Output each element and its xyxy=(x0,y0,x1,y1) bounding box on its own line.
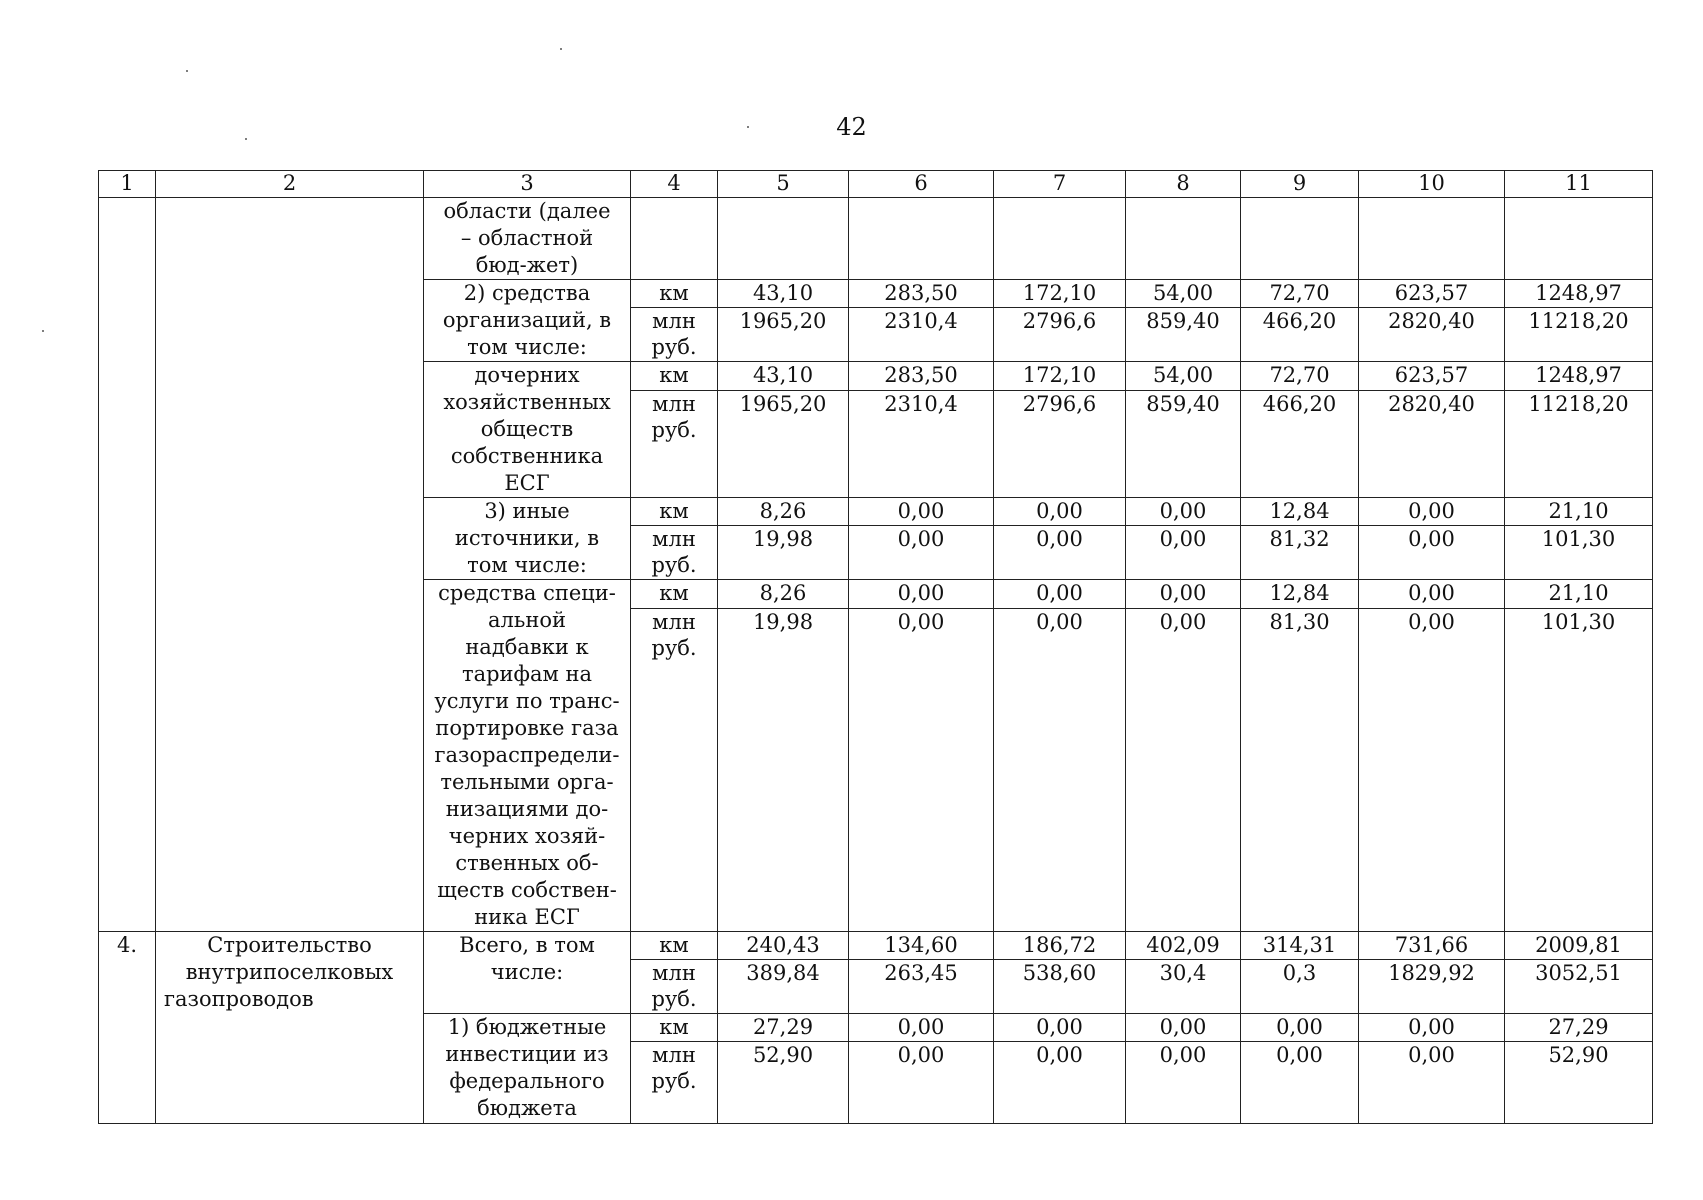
value-cell: 859,40 xyxy=(1126,308,1241,362)
unit-cell: км xyxy=(631,362,718,391)
funding-source-label: дочерних хозяйственных обществ собственника ЕСГ xyxy=(424,362,631,498)
value-cell: 1965,20 xyxy=(718,308,849,362)
value-cell: 0,00 xyxy=(994,609,1126,932)
value-cell: 30,4 xyxy=(1126,960,1241,1014)
value-cell: 0,00 xyxy=(1359,1014,1505,1042)
value-cell: 172,10 xyxy=(994,280,1126,308)
value-cell: 1248,97 xyxy=(1505,280,1653,308)
value-cell: 8,26 xyxy=(718,580,849,609)
value-cell: 538,60 xyxy=(994,960,1126,1014)
value-cell: 240,43 xyxy=(718,932,849,960)
header-cell: 9 xyxy=(1241,171,1359,198)
value-cell: 2796,6 xyxy=(994,390,1126,497)
header-cell: 1 xyxy=(99,171,156,198)
unit-cell: млн руб. xyxy=(631,1042,718,1124)
value-cell: 0,00 xyxy=(1241,1042,1359,1124)
value-cell: 27,29 xyxy=(718,1014,849,1042)
value-cell: 0,00 xyxy=(1126,1042,1241,1124)
header-cell: 7 xyxy=(994,171,1126,198)
value-cell: 52,90 xyxy=(1505,1042,1653,1124)
value-cell: 0,00 xyxy=(849,1042,994,1124)
value-cell: 101,30 xyxy=(1505,526,1653,580)
value-cell xyxy=(849,198,994,280)
value-cell: 54,00 xyxy=(1126,362,1241,391)
funding-source-label: 2) средства организаций, в том числе: xyxy=(424,280,631,362)
funding-source-label: 3) иные источники, в том числе: xyxy=(424,498,631,580)
value-cell: 101,30 xyxy=(1505,609,1653,932)
value-cell: 2820,40 xyxy=(1359,390,1505,497)
value-cell: 186,72 xyxy=(994,932,1126,960)
unit-cell: км xyxy=(631,280,718,308)
value-cell: 72,70 xyxy=(1241,362,1359,391)
value-cell: 21,10 xyxy=(1505,498,1653,526)
value-cell xyxy=(1241,198,1359,280)
value-cell: 623,57 xyxy=(1359,280,1505,308)
unit-cell: км xyxy=(631,932,718,960)
value-cell: 134,60 xyxy=(849,932,994,960)
value-cell: 2796,6 xyxy=(994,308,1126,362)
table-row xyxy=(99,198,1653,280)
header-cell: 3 xyxy=(424,171,631,198)
value-cell xyxy=(994,198,1126,280)
value-cell: 52,90 xyxy=(718,1042,849,1124)
value-cell: 0,3 xyxy=(1241,960,1359,1014)
value-cell: 314,31 xyxy=(1241,932,1359,960)
value-cell: 0,00 xyxy=(849,609,994,932)
header-row xyxy=(99,171,1653,198)
value-cell: 0,00 xyxy=(1126,498,1241,526)
unit-cell xyxy=(631,198,718,280)
value-cell: 0,00 xyxy=(994,498,1126,526)
value-cell: 1248,97 xyxy=(1505,362,1653,391)
unit-cell: млн руб. xyxy=(631,390,718,497)
value-cell: 0,00 xyxy=(849,498,994,526)
value-cell: 27,29 xyxy=(1505,1014,1653,1042)
value-cell: 0,00 xyxy=(1126,526,1241,580)
value-cell: 0,00 xyxy=(1241,1014,1359,1042)
scan-speck xyxy=(186,70,188,72)
header-cell: 11 xyxy=(1505,171,1653,198)
value-cell: 466,20 xyxy=(1241,390,1359,497)
data-table xyxy=(98,170,1653,1124)
value-cell: 859,40 xyxy=(1126,390,1241,497)
value-cell: 1965,20 xyxy=(718,390,849,497)
value-cell: 54,00 xyxy=(1126,280,1241,308)
value-cell: 402,09 xyxy=(1126,932,1241,960)
unit-cell: млн руб. xyxy=(631,960,718,1014)
header-cell: 2 xyxy=(156,171,424,198)
value-cell: 8,26 xyxy=(718,498,849,526)
activity-name-cell xyxy=(156,198,424,932)
header-cell: 4 xyxy=(631,171,718,198)
value-cell: 19,98 xyxy=(718,526,849,580)
value-cell: 12,84 xyxy=(1241,498,1359,526)
funding-source-label: области (далее – областной бюд-жет) xyxy=(424,198,631,280)
value-cell xyxy=(718,198,849,280)
value-cell: 11218,20 xyxy=(1505,390,1653,497)
value-cell: 81,30 xyxy=(1241,609,1359,932)
scan-speck xyxy=(747,126,749,128)
value-cell: 172,10 xyxy=(994,362,1126,391)
value-cell: 0,00 xyxy=(1126,609,1241,932)
value-cell: 19,98 xyxy=(718,609,849,932)
unit-cell: км xyxy=(631,498,718,526)
value-cell: 0,00 xyxy=(1126,1014,1241,1042)
activity-name-cell: Строительство внутрипоселковых газопроводов xyxy=(156,932,424,1124)
unit-cell: млн руб. xyxy=(631,308,718,362)
scan-speck xyxy=(245,138,247,140)
value-cell: 81,32 xyxy=(1241,526,1359,580)
unit-cell: км xyxy=(631,1014,718,1042)
value-cell: 2310,4 xyxy=(849,390,994,497)
scan-speck xyxy=(42,330,44,332)
row-number-cell xyxy=(99,198,156,932)
value-cell xyxy=(1359,198,1505,280)
value-cell: 1829,92 xyxy=(1359,960,1505,1014)
page-number: 42 xyxy=(836,113,867,141)
value-cell: 43,10 xyxy=(718,280,849,308)
value-cell: 466,20 xyxy=(1241,308,1359,362)
value-cell: 0,00 xyxy=(994,580,1126,609)
header-cell: 10 xyxy=(1359,171,1505,198)
header-cell: 5 xyxy=(718,171,849,198)
value-cell: 12,84 xyxy=(1241,580,1359,609)
unit-cell: км xyxy=(631,580,718,609)
table-row xyxy=(99,932,1653,960)
value-cell: 623,57 xyxy=(1359,362,1505,391)
unit-cell: млн руб. xyxy=(631,526,718,580)
value-cell: 2009,81 xyxy=(1505,932,1653,960)
value-cell: 21,10 xyxy=(1505,580,1653,609)
value-cell: 2310,4 xyxy=(849,308,994,362)
value-cell: 0,00 xyxy=(1126,580,1241,609)
value-cell: 389,84 xyxy=(718,960,849,1014)
funding-source-label: Всего, в том числе: xyxy=(424,932,631,1014)
value-cell: 0,00 xyxy=(1359,498,1505,526)
value-cell: 731,66 xyxy=(1359,932,1505,960)
value-cell: 0,00 xyxy=(849,1014,994,1042)
scan-speck xyxy=(560,48,562,50)
value-cell xyxy=(1505,198,1653,280)
value-cell: 2820,40 xyxy=(1359,308,1505,362)
value-cell xyxy=(1126,198,1241,280)
header-cell: 6 xyxy=(849,171,994,198)
value-cell: 3052,51 xyxy=(1505,960,1653,1014)
funding-source-label: средства специ-альной надбавки к тарифам на услуги по транс-портировке газа газораспредели-тельными орга-низациями до-черних хозяй-ственных об-ществ собствен-ника ЕСГ xyxy=(424,580,631,932)
value-cell: 72,70 xyxy=(1241,280,1359,308)
value-cell: 11218,20 xyxy=(1505,308,1653,362)
value-cell: 0,00 xyxy=(1359,1042,1505,1124)
value-cell: 283,50 xyxy=(849,362,994,391)
value-cell: 0,00 xyxy=(849,526,994,580)
value-cell: 0,00 xyxy=(1359,526,1505,580)
value-cell: 0,00 xyxy=(1359,580,1505,609)
value-cell: 283,50 xyxy=(849,280,994,308)
value-cell: 0,00 xyxy=(849,580,994,609)
value-cell: 0,00 xyxy=(1359,609,1505,932)
row-number-cell: 4. xyxy=(99,932,156,1124)
unit-cell: млн руб. xyxy=(631,609,718,932)
header-cell: 8 xyxy=(1126,171,1241,198)
value-cell: 0,00 xyxy=(994,1014,1126,1042)
value-cell: 0,00 xyxy=(994,526,1126,580)
value-cell: 43,10 xyxy=(718,362,849,391)
value-cell: 0,00 xyxy=(994,1042,1126,1124)
funding-source-label: 1) бюджетные инвестиции из федерального бюджета xyxy=(424,1014,631,1124)
value-cell: 263,45 xyxy=(849,960,994,1014)
